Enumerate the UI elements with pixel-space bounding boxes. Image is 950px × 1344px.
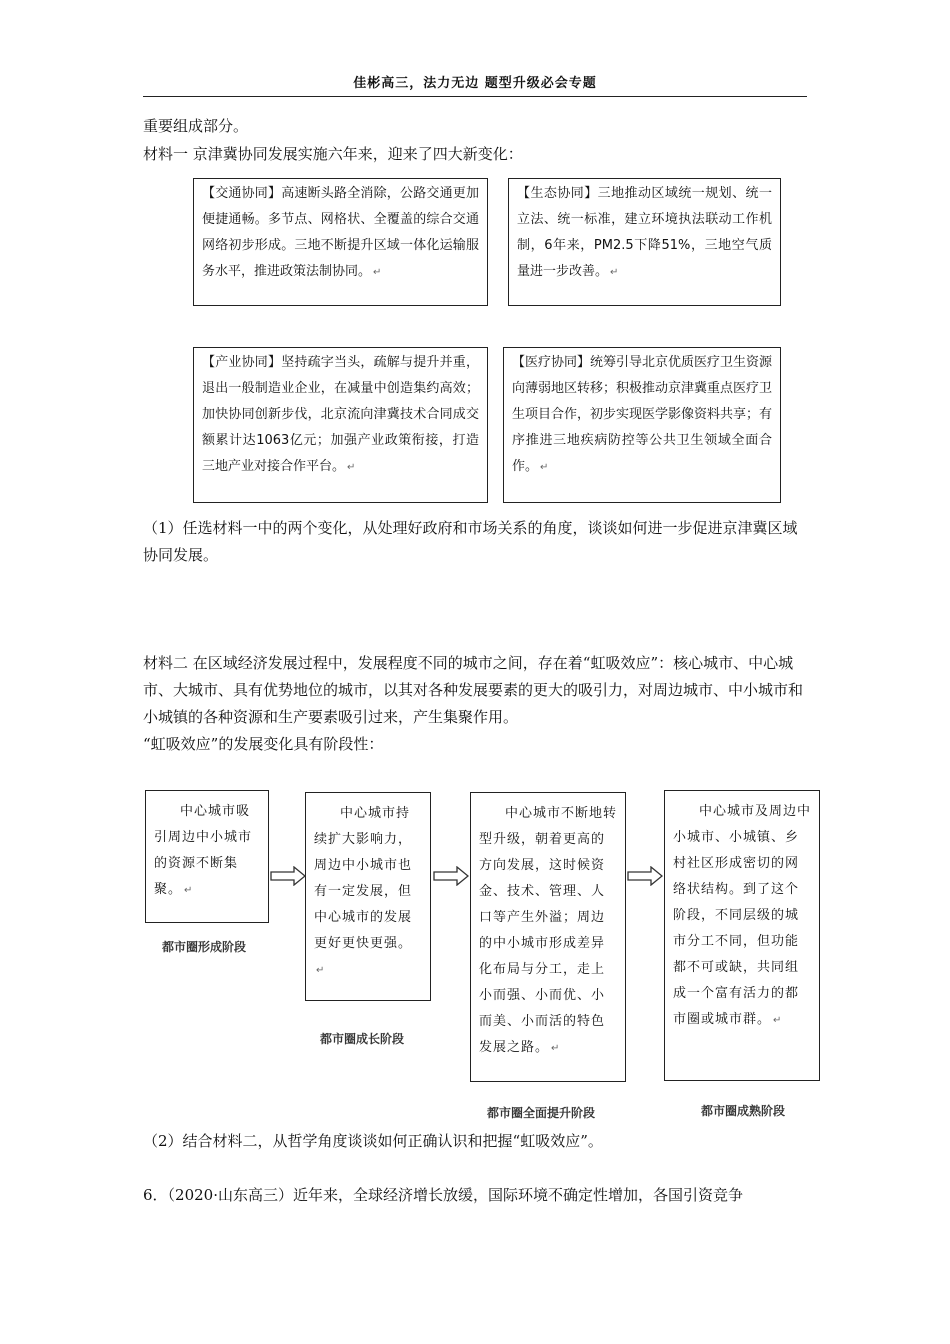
- material2-subtitle: “虹吸效应”的发展变化具有阶段性：: [143, 735, 384, 753]
- question-6: 6．（2020·山东高三）近年来，全球经济增长放缓，国际环境不确定性增加，各国引资竞争: [143, 1186, 743, 1204]
- arrow-right-icon: [627, 866, 663, 886]
- return-mark: ↵: [551, 1043, 561, 1054]
- stage-text: 中心城市及周边中小城市、小城镇、乡村社区形成密切的网络状结构。到了这个阶段，不同层级的城市分工不同，但功能都不可或缺，共同组成一个富有活力的都市圈或城市群。: [673, 804, 812, 1027]
- box-text: 【医疗协同】统筹引导北京优质医疗卫生资源向薄弱地区转移；积极推动京津冀重点医疗卫生项目合作，初步实现医学影像资料共享；有序推进三地疾病防控等公共卫生领域全面合作。: [512, 355, 773, 474]
- intro-text: 重要组成部分。: [143, 117, 249, 135]
- stage-label-1: 都市圈形成阶段: [162, 940, 247, 954]
- stage-label-4: 都市圈成熟阶段: [701, 1104, 786, 1118]
- material2-text: 材料二 在区域经济发展过程中，发展程度不同的城市之间，存在着“虹吸效应”：核心城市、中心城市、大城市、具有优势地位的城市，以其对各种发展要素的更大的吸引力，对周边城市、中小城市和小城镇的各种资源和生产要素吸引过来，产生集聚作用。: [143, 654, 804, 726]
- stage-box-4: [664, 790, 820, 1081]
- question-1: （1）任选材料一中的两个变化，从处理好政府和市场关系的角度，谈谈如何进一步促进京津冀区域协同发展。: [143, 519, 798, 564]
- stage-text: 中心城市不断地转型升级，朝着更高的方向发展，这时候资金、技术、管理、人口等产生外溢；周边的中小城市形成差异化布局与分工，走上小而强、小而优、小而美、小而活的特色发展之路。: [479, 806, 618, 1055]
- material1-box-ecology: [508, 178, 781, 306]
- header-divider: [143, 96, 807, 97]
- question-2: （2）结合材料二，从哲学角度谈谈如何正确认识和把握“虹吸效应”。: [143, 1132, 603, 1150]
- return-mark: ↵: [184, 885, 194, 896]
- return-mark: ↵: [347, 462, 356, 473]
- material1-box-medical: [503, 347, 781, 503]
- return-mark: ↵: [316, 965, 326, 976]
- stage-text: 中心城市持续扩大影响力，周边中小城市也有一定发展，但中心城市的发展更好更快更强。: [314, 806, 413, 951]
- arrow-right-icon: [433, 866, 469, 886]
- return-mark: ↵: [373, 267, 382, 278]
- stage-label-3: 都市圈全面提升阶段: [487, 1106, 596, 1120]
- stage-box-2: [305, 792, 431, 1001]
- material1-box-industry: [193, 347, 488, 503]
- return-mark: ↵: [540, 462, 549, 473]
- stage-box-3: [470, 792, 626, 1082]
- box-text: 【生态协同】三地推动区域统一规划、统一立法、统一标准，建立环境执法联动工作机制，6年来，PM2.5下降51%，三地空气质量进一步改善。: [517, 186, 772, 279]
- box-text: 【交通协同】高速断头路全消除，公路交通更加便捷通畅。多节点、网格状、全覆盖的综合交通网络初步形成。三地不断提升区域一体化运输服务水平，推进政策法制协同。: [202, 186, 479, 279]
- return-mark: ↵: [610, 267, 619, 278]
- box-text: 【产业协同】坚持疏字当头，疏解与提升并重，退出一般制造业企业，在减量中创造集约高效；加快协同创新步伐，北京流向津冀技术合同成交额累计达1063亿元；加强产业政策衔接，打造三地产业对接合作平台。: [202, 355, 479, 474]
- arrow-right-icon: [270, 866, 306, 886]
- stage-box-1: [145, 790, 269, 923]
- stage-label-2: 都市圈成长阶段: [320, 1032, 405, 1046]
- return-mark: ↵: [773, 1015, 783, 1026]
- material1-box-transport: [193, 178, 488, 306]
- material1-title: 材料一 京津冀协同发展实施六年来，迎来了四大新变化：: [143, 145, 523, 163]
- stage-text: 中心城市吸引周边中小城市的资源不断集聚。: [154, 804, 253, 897]
- page-header: 佳彬高三，法力无边 题型升级必会专题: [353, 76, 597, 91]
